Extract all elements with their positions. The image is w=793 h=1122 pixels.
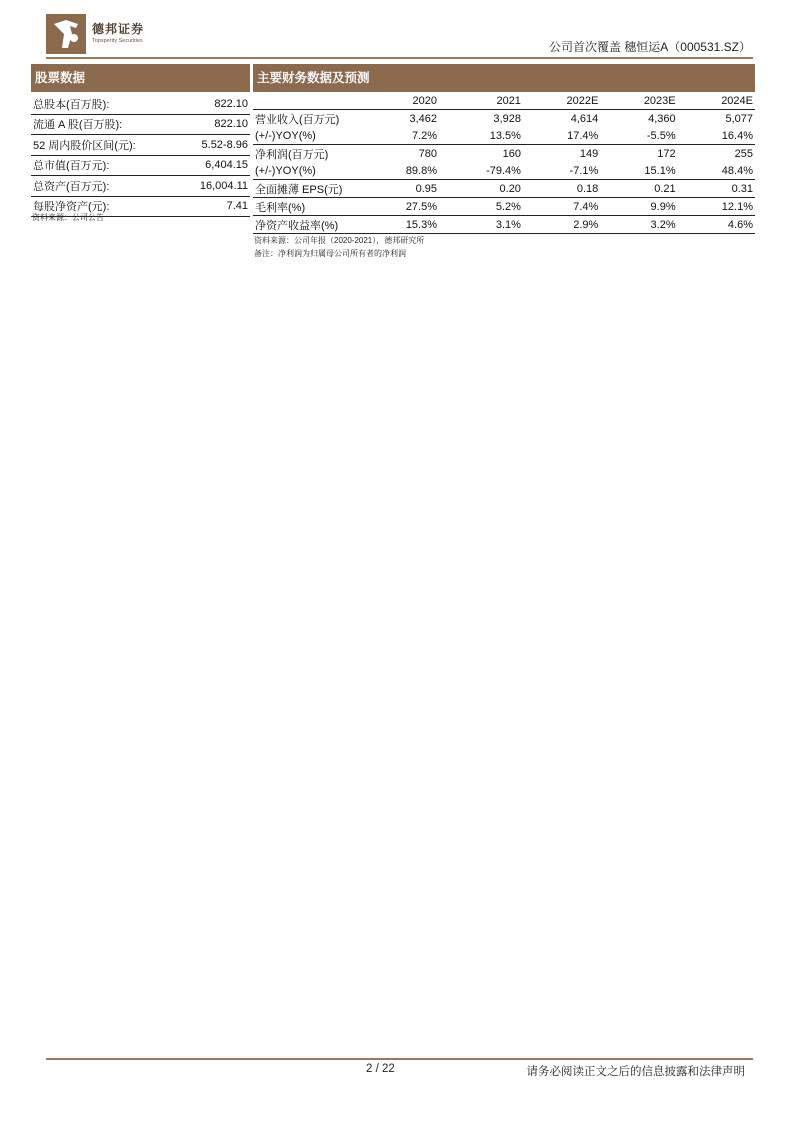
table-cell: 160 bbox=[502, 147, 521, 160]
financial-data-source: 资料来源：公司年报（2020-2021），德邦研究所 bbox=[254, 236, 425, 245]
row-label: 毛利率(%) bbox=[253, 198, 363, 216]
row-value: 5.52-8.96 bbox=[178, 135, 250, 156]
table-cell: 15.3% bbox=[363, 216, 439, 234]
row-label: 52 周内股价区间(元): bbox=[31, 135, 178, 156]
table-row bbox=[253, 216, 755, 234]
table-cell: 0.31 bbox=[678, 180, 755, 198]
table-cell: 149 bbox=[579, 147, 599, 160]
financial-data-title: 主要财务数据及预测 bbox=[253, 64, 755, 92]
table-cell: 4,360 bbox=[648, 112, 676, 125]
table-row bbox=[31, 176, 250, 197]
table-row bbox=[253, 180, 755, 198]
table-cell: 13.5% bbox=[439, 127, 523, 145]
table-cell: -5.5% bbox=[600, 127, 677, 145]
row-label: 全面摊薄 EPS(元) bbox=[253, 180, 363, 198]
table-cell: 89.8% bbox=[363, 162, 439, 180]
table-row bbox=[253, 110, 755, 128]
logo-chinese-name: 德邦证券 bbox=[92, 22, 145, 36]
table-cell: 4.6% bbox=[678, 216, 755, 234]
page-header bbox=[46, 12, 753, 62]
row-label: 净利润(百万元) bbox=[255, 148, 329, 161]
table-cell: 15.1% bbox=[600, 162, 677, 180]
footer-divider bbox=[46, 1058, 753, 1060]
logo-english-name: Topsperity Securities bbox=[92, 38, 143, 44]
company-logo bbox=[46, 14, 166, 54]
financial-notes bbox=[254, 235, 424, 260]
table-cell: 2.9% bbox=[523, 216, 600, 234]
table-cell: 7.4% bbox=[523, 198, 600, 216]
table-cell: 3.2% bbox=[600, 216, 677, 234]
column-header bbox=[253, 92, 363, 110]
row-label: 总资产(百万元): bbox=[31, 176, 178, 197]
page-number: 2 / 22 bbox=[366, 1063, 395, 1075]
stock-data-table bbox=[31, 94, 250, 217]
row-label: 总市值(百万元): bbox=[31, 155, 178, 176]
table-cell: 4,614 bbox=[570, 112, 599, 125]
table-cell: 0.21 bbox=[600, 180, 677, 198]
row-value: 6,404.15 bbox=[178, 155, 250, 176]
table-row bbox=[253, 162, 755, 180]
column-header: 2020 bbox=[363, 92, 439, 110]
column-header: 2024E bbox=[678, 92, 755, 110]
row-value: 16,004.11 bbox=[178, 176, 250, 197]
table-cell: 0.18 bbox=[523, 180, 600, 198]
header-divider bbox=[46, 57, 753, 59]
table-cell: 48.4% bbox=[678, 162, 755, 180]
table-cell: 172 bbox=[657, 147, 676, 160]
table-row bbox=[31, 135, 250, 156]
table-cell: 3,462 bbox=[409, 112, 438, 125]
table-cell: 27.5% bbox=[363, 198, 439, 216]
row-label: (+/-)YOY(%) bbox=[253, 127, 363, 145]
row-label: 每股净资产(元): bbox=[31, 196, 178, 217]
table-cell: 0.95 bbox=[363, 180, 439, 198]
table-cell: 16.4% bbox=[678, 127, 755, 145]
table-header-row bbox=[253, 92, 755, 110]
table-cell: 3.1% bbox=[439, 216, 523, 234]
column-header: 2022E bbox=[523, 92, 600, 110]
stock-data-title: 股票数据 bbox=[31, 64, 250, 92]
table-cell: 5.2% bbox=[439, 198, 523, 216]
row-value: 7.41 bbox=[178, 196, 250, 217]
table-cell: 0.20 bbox=[439, 180, 523, 198]
row-value: 822.10 bbox=[178, 114, 250, 135]
table-cell: 255 bbox=[734, 147, 753, 160]
financial-remark: 备注：净利润为归属母公司所有者的净利润 bbox=[254, 248, 406, 258]
financial-data-table bbox=[253, 92, 755, 234]
table-cell: 7.2% bbox=[363, 127, 439, 145]
table-row bbox=[253, 145, 755, 163]
report-title: 公司首次覆盖 穗恒运A（000531.SZ） bbox=[548, 40, 751, 54]
table-cell: 12.1% bbox=[678, 198, 755, 216]
row-label: 营业收入(百万元) bbox=[255, 113, 340, 126]
bull-logo-icon bbox=[46, 14, 86, 54]
table-row bbox=[253, 198, 755, 216]
row-value: 822.10 bbox=[178, 94, 250, 114]
table-row bbox=[31, 155, 250, 176]
table-cell: 17.4% bbox=[523, 127, 600, 145]
table-row bbox=[253, 127, 755, 145]
table-cell: 3,928 bbox=[493, 112, 521, 125]
table-cell: 5,077 bbox=[725, 112, 753, 125]
table-cell: -79.4% bbox=[439, 162, 523, 180]
table-cell: -7.1% bbox=[523, 162, 600, 180]
table-cell: 9.9% bbox=[600, 198, 677, 216]
row-label: (+/-)YOY(%) bbox=[253, 162, 363, 180]
legal-disclaimer: 请务必阅读正文之后的信息披露和法律声明 bbox=[526, 1066, 745, 1078]
table-cell: 780 bbox=[418, 147, 438, 160]
stock-data-source: 资料来源：公司公告 bbox=[32, 213, 104, 222]
table-row bbox=[31, 114, 250, 135]
row-label: 流通 A 股(百万股): bbox=[31, 114, 178, 135]
row-label: 总股本(百万股): bbox=[31, 94, 178, 114]
column-header: 2021 bbox=[439, 92, 523, 110]
row-label: 净资产收益率(%) bbox=[253, 216, 363, 234]
column-header: 2023E bbox=[600, 92, 677, 110]
table-row bbox=[31, 94, 250, 114]
